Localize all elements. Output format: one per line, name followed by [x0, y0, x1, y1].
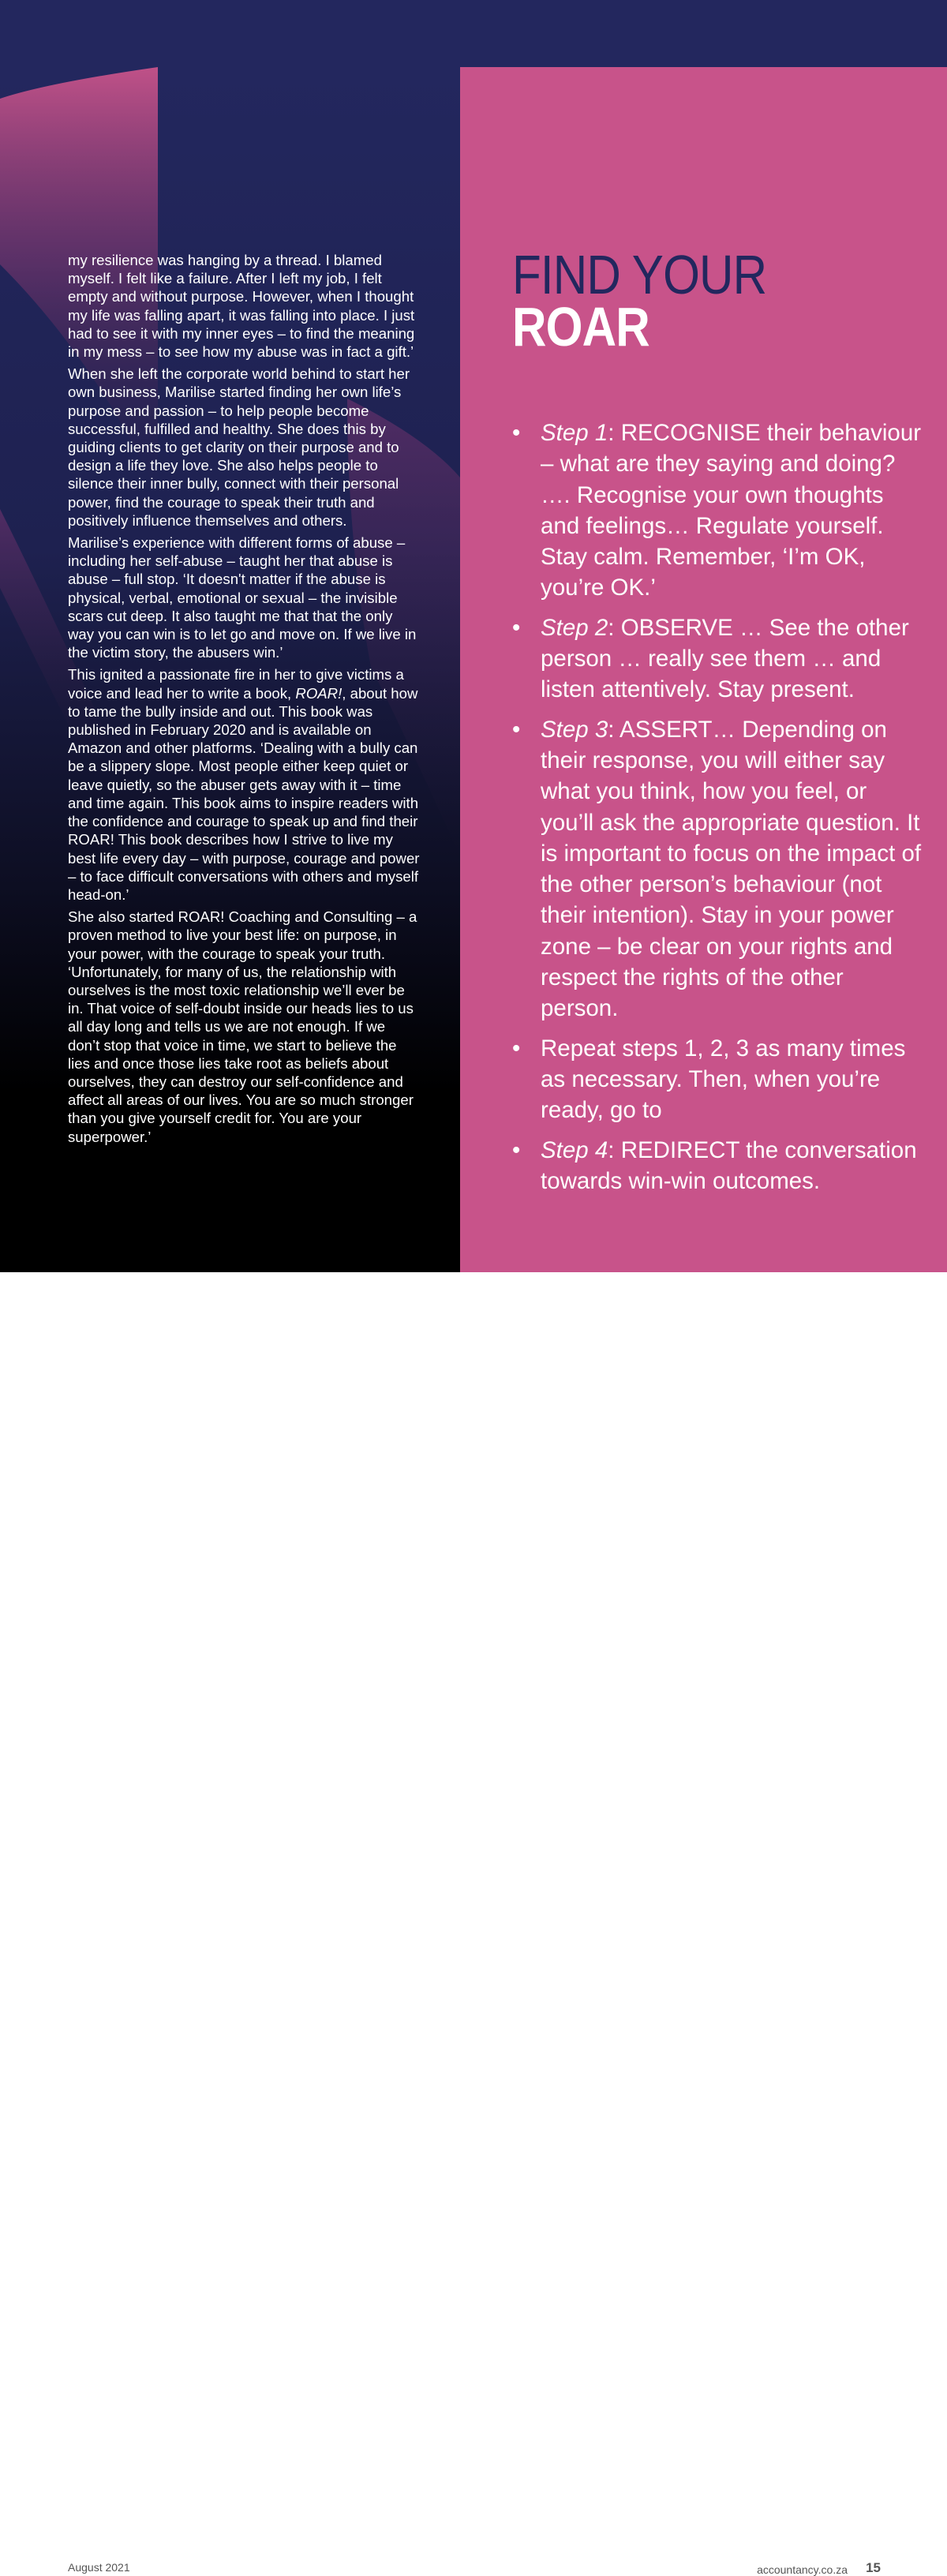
- title-line-1: FIND YOUR: [512, 244, 767, 305]
- list-item: [512, 417, 923, 604]
- left-panel: [0, 67, 460, 1272]
- steps-list: [512, 417, 923, 1205]
- step-name: Step 1: [541, 420, 608, 446]
- website-link[interactable]: accountancy.co.za: [757, 2563, 848, 2576]
- bullet-icon: •: [512, 716, 521, 743]
- bullet-icon: •: [512, 1035, 521, 1061]
- bullet-icon: •: [512, 1136, 521, 1163]
- paragraph-3: Marilise’s experience with different forms of abuse – including her self-abuse – taught her that abuse is abuse – full stop. ‘It doesn't matter if the abuse is physical, verbal, emotional or sexual – the invisible scars cut deep. It also taught me that that the only way you can win is to let go and move on. If we live in the victim story, the abusers win.’: [68, 534, 417, 661]
- article-body: [68, 251, 420, 1150]
- step-text: : ASSERT… Depending on their response, you will either say what you think, how you feel, or you’ll ask the appropriate question. It is important to focus on the impact of the other person’s behaviour (not their intention). Stay in your power zone – be clear on your rights and respect the rights of the other person.: [541, 716, 922, 1022]
- step-name: Step 3: [541, 716, 608, 743]
- bullet-icon: •: [512, 420, 521, 446]
- paragraph-1: my resilience was hanging by a thread. I blamed myself. I felt like a failure. After I left my job, I felt empty and without purpose. However, when I thought my life was falling apart, it was falling into place. I just had to see it with my inner eyes – to find the meaning in my mess – to see how my abuse was in fact a gift.’: [68, 252, 415, 361]
- list-item: [512, 1033, 923, 1126]
- title-line-2: ROAR: [512, 296, 649, 358]
- list-item: [512, 612, 923, 706]
- list-item: [512, 714, 923, 1024]
- book-title: ROAR!: [295, 684, 342, 702]
- paragraph-4-after: , about how to tame the bully inside and out. This book was published in February 2020 and is available on Amazon and other platforms. ‘Dealing with a bully can be a slippery slope. Most people either keep quiet or leave quietly, so the abuser gets away with it – time and time again. This book aims to inspire readers with the confidence and courage to speak up and find their ROAR! This book describes how I strive to live my best life every day – with purpose, courage and power – to face difficult conversations with others and myself head-on.’: [68, 684, 420, 903]
- list-item: [512, 1135, 923, 1197]
- top-band: [0, 0, 947, 67]
- page-footer: [0, 1272, 947, 2576]
- paragraph-2: When she left the corporate world behind to start her own business, Marilise started finding her own life’s purpose and passion – to help people become successful, fulfilled and healthy. She does this by guiding clients to get clarity on their purpose and to design a life they love. She also helps people to silence their inner bully, connect with their personal power, find the courage to speak their truth and positively influence themselves and others.: [68, 365, 410, 529]
- page-number: 15: [866, 2560, 881, 2575]
- step-text: : REDIRECT the conversation towards win-win outcomes.: [541, 1136, 917, 1194]
- paragraph-5: She also started ROAR! Coaching and Consulting – a proven method to live your best life: on purpose, in your power, with the courage to speak your truth. ‘Unfortunately, for many of us, the relationship with ourselves is the most toxic relationship we’ll ever be in. That voice of self-doubt inside our heads lies to us all day long and tells us we are not enough. If we don’t stop that voice in time, we start to believe the lies and once those lies take root as beliefs about ourselves, they can destroy our self-confidence and affect all areas of our lives. You are so much stronger than you give yourself credit for. You are your superpower.’: [68, 908, 417, 1145]
- step-text: : RECOGNISE their behaviour – what are they saying and doing? …. Recognise your own thoughts and feelings… Regulate yourself. Stay calm. Remember, ‘I’m OK, you’re OK.’: [541, 420, 922, 601]
- issue-date: August 2021: [68, 2561, 130, 2574]
- step-text: Repeat steps 1, 2, 3 as many times as necessary. Then, when you’re ready, go to: [541, 1035, 906, 1124]
- paragraph-4: [68, 665, 420, 904]
- step-name: Step 4: [541, 1136, 608, 1163]
- step-name: Step 2: [541, 614, 608, 641]
- sidebar-title: [512, 244, 767, 358]
- paragraph-4-before: This ignited a passionate fire in her to give victims a voice and lead her to write a book,: [68, 666, 404, 702]
- step-text: : OBSERVE … See the other person … really see them … and listen attentively. Stay present.: [541, 614, 909, 703]
- bullet-icon: •: [512, 614, 521, 641]
